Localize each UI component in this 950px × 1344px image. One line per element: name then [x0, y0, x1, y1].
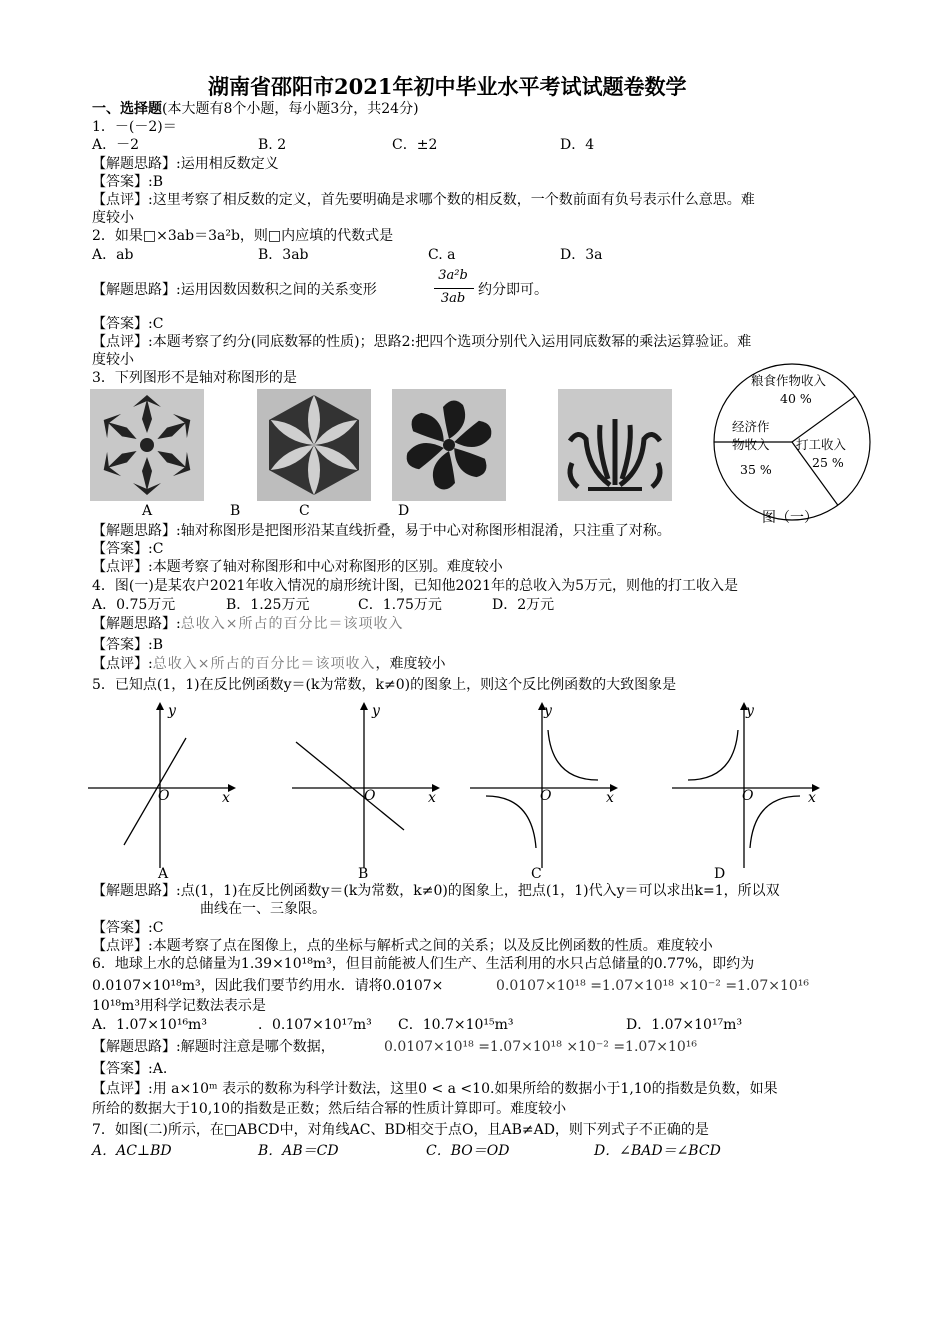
q2-option-b: B．3ab	[258, 247, 309, 263]
curve-graph-d-q2	[688, 730, 738, 780]
q4-option-d: D．2万元	[492, 597, 555, 613]
graph-label-b: B	[358, 866, 369, 882]
q1-answer: 【答案】:B	[92, 174, 164, 190]
figure-label-d: D	[398, 503, 410, 519]
q2-option-c: C. a	[428, 247, 456, 263]
graph-label-a: A	[158, 866, 169, 882]
fountain-figure	[558, 389, 672, 501]
graph-a-x-label: x	[222, 790, 230, 806]
q5-comment: 【点评】:本题考察了点在图像上，点的坐标与解析式之间的关系；以及反比例函数的性质。难度较小	[92, 938, 713, 954]
graph-d-y-label: y	[746, 703, 754, 719]
graph-b	[292, 700, 442, 870]
q3-stem: 3．下列图形不是轴对称图形的是	[92, 370, 297, 386]
graph-c-y-label: y	[544, 703, 552, 719]
graph-c-origin: O	[540, 788, 552, 804]
section-label: 一、选择题	[92, 101, 162, 117]
q2-stem: 2．如果□×3ab＝3a²b，则□内应填的代数式是	[92, 228, 394, 244]
graph-label-d: D	[714, 866, 726, 882]
q7-option-b: B．AB＝CD	[258, 1143, 339, 1159]
section-note: (本大题有8个小题，每小题3分，共24分)	[162, 101, 419, 117]
line-graph-b	[296, 742, 404, 830]
q4-thinking	[92, 615, 403, 633]
graph-b-y-label: y	[372, 703, 380, 719]
figure-c-image	[392, 389, 506, 501]
q6-option-a: A．1.07×10¹⁶m³	[92, 1017, 207, 1033]
q1-comment-cont: 度较小	[92, 210, 134, 226]
figure-label-a: A	[142, 503, 153, 519]
q2-thinking-post: 约分即可。	[478, 282, 548, 298]
pie-label-economic-2: 物收入	[732, 437, 770, 452]
figure-label-c: C	[299, 503, 310, 519]
q1-option-b: B. 2	[258, 137, 287, 153]
q7-option-d: D．∠BAD＝∠BCD	[594, 1143, 721, 1159]
q4-thinking-formula: 总收入×所占的百分比＝该项收入	[180, 616, 404, 632]
curve-graph-c-q1	[548, 730, 598, 780]
q6-line3: 10¹⁸m³用科学记数法表示是	[92, 998, 266, 1014]
q5-stem: 5．已知点(1，1)在反比例函数y＝(k为常数，k≠0)的图象上，则这个反比例函数的大致图象是	[92, 677, 677, 693]
q4-thinking-label: 【解题思路】:	[92, 616, 181, 632]
section-heading	[92, 100, 419, 118]
q4-option-c: C．1.75万元	[358, 597, 442, 613]
hexagon-flower-figure	[257, 389, 371, 501]
q4-option-b: B．1.25万元	[226, 597, 310, 613]
pie-label-grain: 粮食作物收入	[751, 373, 827, 388]
graph-d-origin: O	[742, 788, 754, 804]
pie-percent-economic: 35 %	[740, 462, 772, 477]
graph-a-origin: O	[158, 788, 170, 804]
q6-option-d: D．1.07×10¹⁷m³	[626, 1017, 743, 1033]
pie-label-economic-1: 经济作	[732, 419, 770, 434]
page-title: 湖南省邵阳市2021年初中毕业水平考试试题卷数学	[208, 74, 687, 99]
q1-comment: 【点评】:这里考察了相反数的定义，首先要明确是求哪个数的相反数，一个数前面有负号表示什么意思。难	[92, 192, 755, 208]
line-graph-a	[124, 738, 186, 845]
snowflake-figure	[90, 389, 204, 501]
pie-label-work: 打工收入	[796, 437, 847, 452]
q6-thinking-formula: 0.0107×10¹⁸ =1.07×10¹⁸ ×10⁻² =1.07×10¹⁶	[384, 1039, 697, 1055]
q4-comment	[92, 655, 445, 673]
pie-percent-work: 25 %	[812, 455, 844, 470]
figure-label-b: B	[230, 503, 241, 519]
q2-option-d: D．3a	[560, 247, 603, 263]
q2-comment-cont: 度较小	[92, 352, 134, 368]
q6-line2: 0.0107×10¹⁸m³，因此我们要节约用水．请将0.0107×	[92, 978, 444, 994]
q2-comment: 【点评】:本题考察了约分(同底数幂的性质)；思路2:把四个选项分别代入运用同底数幂的乘法运算验证。难	[92, 334, 752, 350]
q3-answer: 【答案】:C	[92, 541, 164, 557]
q6-comment-cont: 所给的数据大于10,10的指数是正数；然后结合幂的性质计算即可。难度较小	[92, 1101, 567, 1117]
pie-percent-grain: 40 %	[780, 391, 812, 406]
graph-d-x-label: x	[808, 790, 816, 806]
pie-caption: 图（一）	[762, 510, 818, 526]
q5-thinking-cont: 曲线在一、三象限。	[200, 901, 326, 917]
q3-thinking: 【解题思路】:轴对称图形是把图形沿某直线折叠，易于中心对称图形相混淆，只注重了对称。	[92, 523, 671, 539]
q4-stem: 4．图(一)是某农户2021年收入情况的扇形统计图，已知他2021年的总收入为5万元，则他的打工收入是	[92, 578, 738, 594]
q1-stem: 1．－(－2)＝	[92, 119, 177, 135]
q6-thinking: 【解题思路】:解题时注意是哪个数据，	[92, 1039, 335, 1055]
q6-option-c: C．10.7×10¹⁵m³	[398, 1017, 514, 1033]
figure-b-image	[257, 389, 371, 501]
figure-a-image	[90, 389, 204, 501]
q5-thinking: 【解题思路】:点(1，1)在反比例函数y＝(k为常数，k≠0)的图象上，把点(1，1)代入y＝可以求出k=1，所以双	[92, 883, 780, 899]
q1-option-d: D．4	[560, 137, 595, 153]
graph-a-y-label: y	[168, 703, 176, 719]
graph-a	[88, 700, 238, 870]
graph-c	[470, 700, 620, 870]
q4-comment-formula: 总收入×所占的百分比＝该项收入	[152, 656, 376, 672]
q6-line1: 6．地球上水的总储量为1.39×10¹⁸m³，但目前能被人们生产、生活利用的水只占总储量的0.77%，即约为	[92, 956, 755, 972]
q7-stem: 7．如图(二)所示，在□ABCD中，对角线AC、BD相交于点O，且AB≠AD，则下列式子不正确的是	[92, 1122, 709, 1138]
q5-answer: 【答案】:C	[92, 920, 164, 936]
curve-graph-d-q4	[750, 796, 800, 848]
q7-option-c: C．BO＝OD	[426, 1143, 510, 1159]
graph-d	[672, 700, 822, 870]
q4-comment-label: 【点评】:	[92, 656, 153, 672]
q1-option-a: A．－2	[92, 137, 140, 153]
frac-bar	[434, 288, 474, 289]
q1-option-c: C．±2	[392, 137, 438, 153]
q2-answer: 【答案】:C	[92, 316, 164, 332]
q6-comment: 【点评】:用 a×10ᵐ 表示的数称为科学计数法，这里0 < a <10.如果所给的数据小于1,10的指数是负数，如果	[92, 1081, 778, 1097]
q7-option-a: A．AC⊥BD	[92, 1143, 172, 1159]
pinwheel-figure	[392, 389, 506, 501]
q2-frac-num: 3a²b	[438, 268, 468, 283]
q2-option-a: A．ab	[92, 247, 134, 263]
q2-thinking: 【解题思路】:运用因数因数积之间的关系变形	[92, 282, 377, 298]
q4-comment-post: ，难度较小	[375, 656, 446, 672]
graph-c-x-label: x	[606, 790, 614, 806]
q4-answer: 【答案】:B	[92, 637, 164, 653]
q2-frac-den: 3ab	[440, 291, 466, 306]
q6-answer: 【答案】:A.	[92, 1061, 168, 1077]
q1-thinking: 【解题思路】:运用相反数定义	[92, 156, 279, 172]
graph-b-origin: O	[364, 788, 376, 804]
q6-option-b: ．0.107×10¹⁷m³	[258, 1017, 372, 1033]
q3-comment: 【点评】:本题考察了轴对称图形和中心对称图形的区别。难度较小	[92, 559, 503, 575]
curve-graph-c-q3	[486, 796, 536, 848]
q4-option-a: A．0.75万元	[92, 597, 176, 613]
graph-b-x-label: x	[428, 790, 436, 806]
graph-label-c: C	[531, 866, 542, 882]
q6-line2-formula: 0.0107×10¹⁸ =1.07×10¹⁸ ×10⁻² =1.07×10¹⁶	[496, 978, 809, 994]
figure-d-image	[558, 389, 672, 501]
